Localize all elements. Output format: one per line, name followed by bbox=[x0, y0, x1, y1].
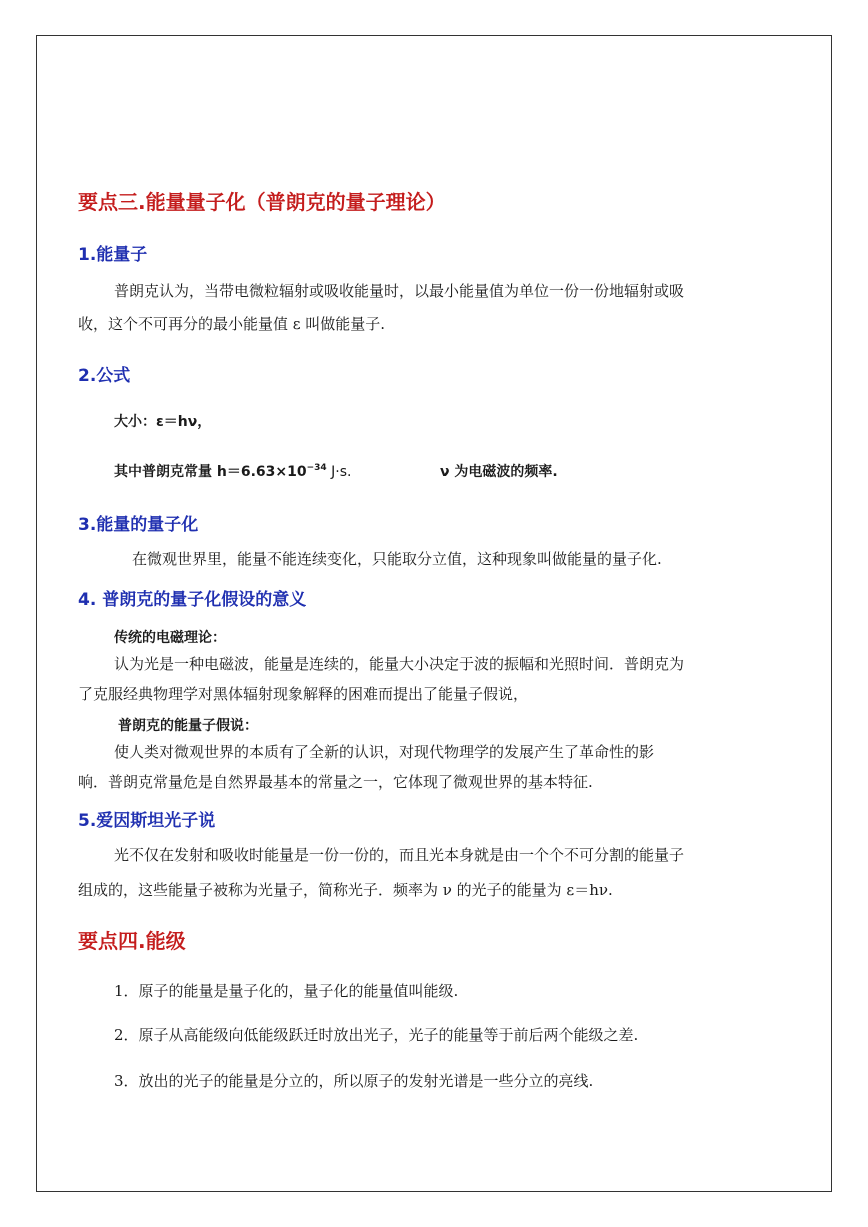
list-item-energy-level-3: 3．放出的光子的能量是分立的，所以原子的发射光谱是一些分立的亮线. bbox=[114, 1072, 594, 1090]
paragraph-photon-line2: 组成的，这些能量子被称为光量子，简称光子．频率为 ν 的光子的能量为 ε＝hν. bbox=[78, 881, 613, 899]
section-title-energy-levels: 要点四.能级 bbox=[78, 929, 186, 953]
paragraph-energy-quantum-line1: 普朗克认为，当带电微粒辐射或吸收能量时，以最小能量值为单位一份一份地辐射或吸 bbox=[114, 282, 685, 300]
list-item-energy-level-1: 1．原子的能量是量子化的，量子化的能量值叫能级. bbox=[114, 982, 459, 1000]
subheading-planck-hypothesis: 普朗克的能量子假说： bbox=[118, 718, 258, 734]
paragraph-significance-line4: 响．普朗克常量危是自然界最基本的常量之一，它体现了微观世界的基本特征. bbox=[78, 773, 593, 791]
planck-constant-unit: J·s. bbox=[326, 464, 352, 480]
heading-planck-significance: 4. 普朗克的量子化假设的意义 bbox=[78, 590, 307, 610]
paragraph-quantization: 在微观世界里，能量不能连续变化，只能取分立值，这种现象叫做能量的量子化. bbox=[132, 550, 662, 568]
subheading-traditional-theory: 传统的电磁理论： bbox=[114, 630, 226, 646]
paragraph-energy-quantum-line2: 收，这个不可再分的最小能量值 ε 叫做能量子. bbox=[78, 315, 386, 333]
heading-photon-theory: 5.爱因斯坦光子说 bbox=[78, 811, 216, 831]
planck-constant bbox=[114, 461, 351, 481]
heading-formula: 2.公式 bbox=[78, 366, 131, 386]
paragraph-significance-line1: 认为光是一种电磁波，能量是连续的，能量大小决定于波的振幅和光照时间．普朗克为 bbox=[114, 655, 685, 673]
list-item-energy-level-2: 2．原子从高能级向低能级跃迁时放出光子，光子的能量等于前后两个能级之差. bbox=[114, 1026, 639, 1044]
section-title-energy-quantization: 要点三.能量量子化（普朗克的量子理论） bbox=[78, 190, 446, 214]
heading-quantization-of-energy: 3.能量的量子化 bbox=[78, 515, 199, 535]
planck-constant-prefix: 其中普朗克常量 h＝6.63×10 bbox=[114, 464, 307, 480]
paragraph-photon-line1: 光不仅在发射和吸收时能量是一份一份的，而且光本身就是由一个个不可分割的能量子 bbox=[114, 846, 685, 864]
paragraph-significance-line2: 了克服经典物理学对黑体辐射现象解释的困难而提出了能量子假说， bbox=[78, 685, 529, 703]
heading-energy-quantum: 1.能量子 bbox=[78, 245, 148, 265]
formula-size: 大小：ε＝hν， bbox=[114, 414, 212, 430]
paragraph-significance-line3: 使人类对微观世界的本质有了全新的认识，对现代物理学的发展产生了革命性的影 bbox=[114, 743, 655, 761]
planck-constant-exponent: −34 bbox=[306, 463, 327, 473]
frequency-note: ν 为电磁波的频率. bbox=[440, 464, 558, 480]
